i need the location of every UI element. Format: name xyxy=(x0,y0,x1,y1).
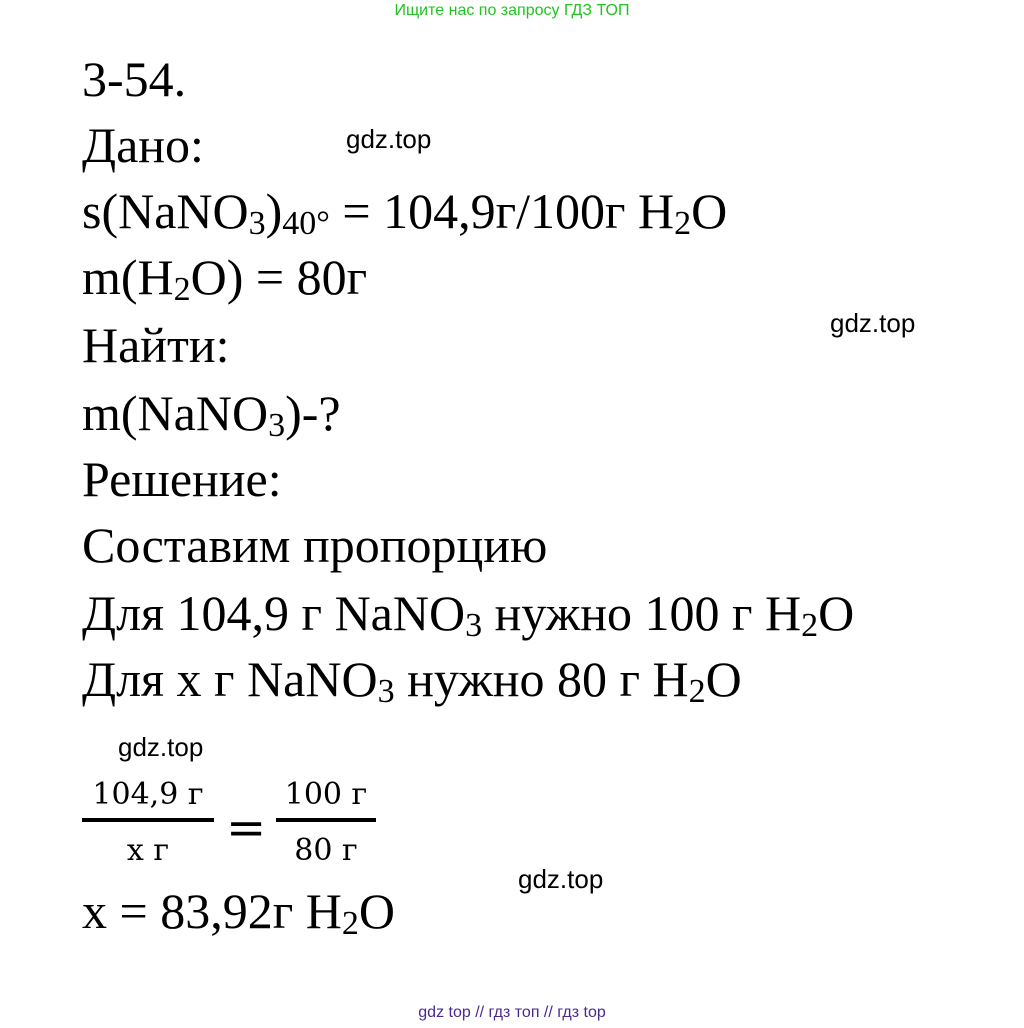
watermark: gdz.top xyxy=(830,308,916,338)
watermark: gdz.top xyxy=(118,732,204,762)
fraction-equals-sign: = xyxy=(226,800,267,856)
fraction-left xyxy=(82,777,214,868)
find-nano3-mass: m(NaNO$_3$)-? xyxy=(82,385,341,444)
footer-watermark: gdz top // гдз топ // гдз top xyxy=(418,1004,606,1021)
fraction-left-denominator: х г xyxy=(126,833,170,868)
given-label: Дано: xyxy=(82,117,204,173)
problem-number: 3-54. xyxy=(82,51,187,107)
solution-label: Решение: xyxy=(82,451,282,507)
fraction-left-numerator: 104,9 г xyxy=(92,777,204,812)
solution-step-ratio-1: Для 104,9 г NaNO$_3$ нужно 100 г $H_2O$ xyxy=(82,585,855,644)
find-label: Найти: xyxy=(82,317,230,373)
answer: х = 83,92г $H_2O$ xyxy=(82,883,395,942)
watermark: gdz.top xyxy=(518,864,604,894)
watermark: gdz.top xyxy=(346,124,432,154)
fraction-right xyxy=(276,777,376,868)
fraction-right-denominator: 80 г xyxy=(294,833,358,868)
solution-step-ratio-2: Для х г NaNO$_3$ нужно 80 г $H_2O$ xyxy=(82,651,742,710)
given-solubility: $s(NaNO_3)_{40^\circ} = 104,9г/100г$ $H_2O$ xyxy=(82,183,728,242)
top-banner: Ищите нас по запросу ГДЗ ТОП xyxy=(394,2,630,19)
given-water-mass: $m(H_2O) = 80г$ xyxy=(82,249,368,308)
fraction-right-numerator: 100 г xyxy=(284,777,368,812)
solution-step-proportion: Составим пропорцию xyxy=(82,517,548,573)
